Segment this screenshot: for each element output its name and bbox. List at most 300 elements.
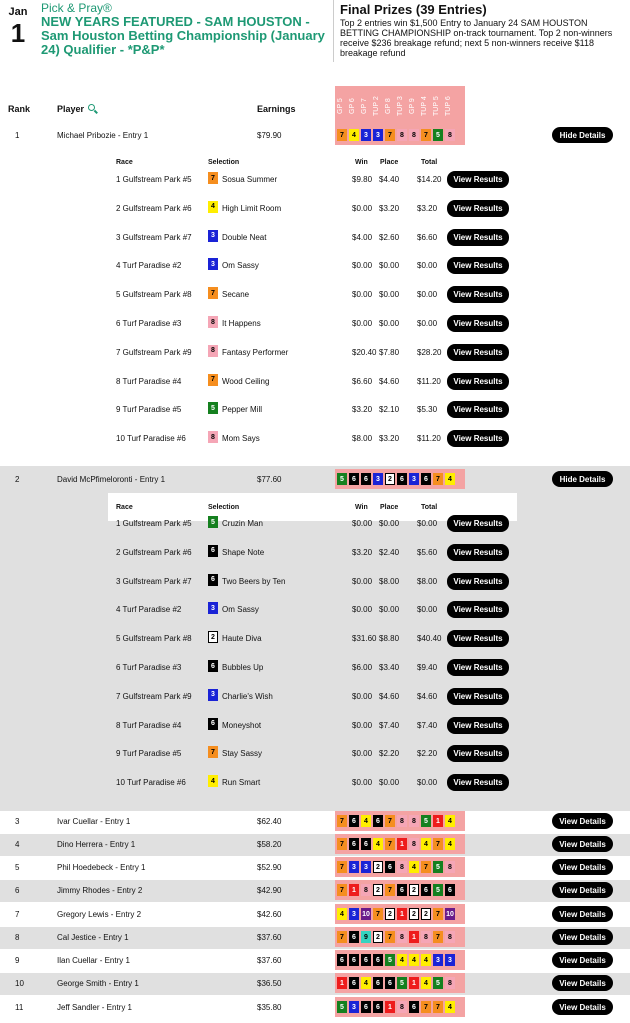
player-row [0,125,630,145]
program-number-chip: 3 [349,861,359,873]
place-payout: $3.20 [379,434,400,444]
program-number-chip: 8 [409,815,419,827]
picks-strip [335,997,465,1017]
place-payout: $0.00 [379,605,400,615]
view-results-button[interactable]: View Results [447,200,509,217]
program-number-chip: 9 [361,931,371,943]
race-detail-row [108,310,517,338]
program-number-chip: 6 [421,473,431,485]
player-row [0,469,630,489]
race-detail-row [108,339,517,367]
program-number-chip: 5 [385,954,395,966]
picks-strip [335,880,465,900]
program-number-chip: 4 [409,861,419,873]
view-results-button[interactable]: View Results [447,717,509,734]
place-payout: $0.00 [379,319,400,328]
prizes-text: Top 2 entries win $1,500 Entry to January 24 SAM HOUSTON BETTING CHAMPIONSHIP on-track tournament. Top 2 non-winners receive $236 breakage refund; next 5 non-winners receive $118 breakage refund [340,18,613,58]
view-details-button[interactable]: View Details [552,882,613,898]
race-name: 10 Turf Paradise #6 [116,778,186,788]
player-earnings: $42.90 [257,886,282,895]
search-icon[interactable] [88,104,95,111]
player-rank: 6 [15,886,20,895]
program-number-chip: 6 [409,1001,419,1013]
contest-title [41,1,326,57]
detail-header-race: Race [116,504,133,511]
program-number-chip: 8 [397,931,407,943]
total-payout: $5.30 [417,405,438,415]
total-payout: $6.60 [417,232,438,242]
race-name: 8 Turf Paradise #4 [116,720,182,730]
program-number-chip: 6 [373,815,383,827]
race-column-label: GP 8 [385,98,392,114]
program-number-chip: 5 [433,861,443,873]
picks-strip [335,811,465,831]
race-column-label: TUP 2 [373,96,380,116]
view-results-button[interactable]: View Results [447,515,509,532]
program-number-chip: 7 [337,931,347,943]
race-name: 4 Turf Paradise #2 [116,605,182,615]
total-payout: $0.00 [417,290,438,300]
place-payout: $7.40 [379,720,400,730]
date-day: 1 [10,18,26,48]
race-name: 1 Gulfstream Park #5 [116,519,192,528]
program-number-chip: 3 [373,473,383,485]
race-detail-row [108,166,517,194]
win-payout: $31.60 [352,634,377,644]
program-number-chip: 7 [337,861,347,873]
horse-name: Bubbles Up [222,663,264,672]
player-earnings: $35.80 [257,1003,282,1012]
program-number-chip: 7 [433,931,443,943]
program-number-chip: 4 [373,838,383,850]
race-name: 8 Turf Paradise #4 [116,376,182,386]
player-name: Gregory Lewis - Entry 2 [57,910,142,919]
program-number-chip: 6 [397,884,407,896]
program-number-chip: 4 [208,201,218,213]
race-name: 7 Gulfstream Park #9 [116,347,192,357]
program-number-chip: 8 [208,345,218,357]
race-column-label: TUP 6 [445,96,452,116]
program-number-chip: 1 [397,908,407,920]
program-number-chip: 7 [337,815,347,827]
place-payout: $4.60 [379,691,400,701]
program-number-chip: 4 [421,977,431,989]
player-rank: 2 [15,475,20,484]
view-results-button[interactable]: View Results [447,601,509,618]
program-number-chip: 1 [397,838,407,850]
program-number-chip: 2 [409,908,419,920]
hide-details-button[interactable]: Hide Details [552,471,613,487]
race-detail-row [108,712,517,740]
player-earnings: $42.60 [257,910,282,919]
program-number-chip: 3 [208,258,218,270]
program-number-chip: 4 [208,775,218,787]
horse-name: High Limit Room [222,203,282,213]
program-number-chip: 7 [208,287,218,299]
total-payout: $5.60 [417,547,438,557]
win-payout: $6.60 [352,376,373,386]
view-results-button[interactable]: View Results [447,745,509,762]
win-payout: $0.00 [352,605,373,615]
race-detail-row [108,281,517,309]
total-payout: $11.20 [417,434,441,444]
place-payout: $0.00 [379,290,400,300]
program-number-chip: 2 [421,908,431,920]
player-name: Jeff Sandler - Entry 1 [57,1003,132,1012]
program-number-chip: 6 [445,884,455,896]
total-payout: $8.00 [417,576,438,586]
program-number-chip: 6 [373,977,383,989]
view-results-button[interactable]: View Results [447,659,509,676]
win-payout: $8.00 [352,434,373,444]
horse-name: Shape Note [222,547,265,557]
race-detail-row [108,396,517,424]
program-number-chip: 6 [349,473,359,485]
total-payout: $0.00 [417,605,438,615]
program-number-chip: 3 [433,954,443,966]
total-payout: $0.00 [417,778,438,788]
race-detail-row [108,510,517,538]
picks-strip [335,950,465,970]
horse-name: Run Smart [222,778,261,788]
place-payout: $8.80 [379,634,400,644]
player-row [0,811,630,833]
total-payout: $40.40 [417,634,442,644]
program-number-chip: 7 [385,815,395,827]
picks-strip [335,904,465,924]
horse-name: It Happens [222,319,261,328]
program-number-chip: 7 [337,838,347,850]
picks-strip [335,927,465,947]
detail-header-total: Total [421,504,438,511]
player-rank: 7 [15,910,20,919]
view-details-button[interactable]: View Details [552,813,613,829]
race-name: 5 Gulfstream Park #8 [116,290,192,300]
horse-name: Fantasy Performer [222,347,289,357]
header-divider [333,0,334,62]
player-earnings: $52.90 [257,863,282,872]
detail-header-place: Place [380,159,399,166]
player-rank: 10 [15,979,24,988]
player-row [0,950,630,972]
program-number-chip: 8 [445,931,455,943]
place-payout: $7.80 [379,347,400,357]
place-payout: $0.00 [379,261,400,271]
program-number-chip: 6 [373,1001,383,1013]
program-number-chip: 5 [433,884,443,896]
horse-name: Mom Says [222,434,260,444]
program-number-chip: 3 [373,129,383,141]
program-number-chip: 1 [337,977,347,989]
place-payout: $8.00 [379,576,400,586]
win-payout: $0.00 [352,319,373,328]
player-name: Ilan Cuellar - Entry 1 [57,956,130,965]
program-number-chip: 7 [385,931,395,943]
player-row [0,927,630,949]
earnings-header: Earnings [257,104,296,114]
program-number-chip: 1 [349,884,359,896]
program-number-chip: 3 [208,602,218,614]
program-number-chip: 8 [208,431,218,443]
place-payout: $2.60 [379,232,400,242]
player-earnings: $77.60 [257,475,282,484]
program-number-chip: 8 [445,861,455,873]
program-number-chip: 4 [445,1001,455,1013]
program-number-chip: 8 [397,861,407,873]
program-number-chip: 3 [445,954,455,966]
program-number-chip: 4 [421,838,431,850]
player-row [0,904,630,926]
view-results-button[interactable]: View Results [447,544,509,561]
view-details-button[interactable]: View Details [552,952,613,968]
total-payout: $0.00 [417,261,438,271]
horse-name: Charlie's Wish [222,691,273,701]
program-number-chip: 4 [421,954,431,966]
horse-name: Stay Sassy [222,749,263,759]
program-number-chip: 7 [385,884,395,896]
player-earnings: $37.60 [257,933,282,942]
total-payout: $9.40 [417,663,438,672]
race-detail-row [108,195,517,223]
program-number-chip: 5 [208,402,218,414]
program-number-chip: 4 [349,129,359,141]
horse-name: Om Sassy [222,261,259,271]
player-name: Jimmy Rhodes - Entry 2 [57,886,143,895]
player-earnings: $36.50 [257,979,282,988]
view-details-button[interactable]: View Details [552,929,613,945]
horse-name: Two Beers by Ten [222,576,286,586]
horse-name: Cruzin Man [222,519,263,528]
race-column-label: TUP 5 [433,96,440,116]
picks-strip [335,469,465,489]
program-number-chip: 8 [361,884,371,896]
horse-name: Secane [222,290,250,300]
player-header-label: Player [57,104,85,114]
program-number-chip: 5 [433,129,443,141]
program-number-chip: 6 [208,545,218,557]
program-number-chip: 4 [361,977,371,989]
total-payout: $28.20 [417,347,442,357]
race-name: 2 Gulfstream Park #6 [116,547,192,557]
program-number-chip: 4 [445,815,455,827]
player-earnings: $79.90 [257,131,282,140]
picks-strip [335,857,465,877]
player-name: Michael Pribozie - Entry 1 [57,131,149,140]
program-number-chip: 7 [373,908,383,920]
player-name: David McPfimeloronti - Entry 1 [57,475,166,484]
race-name: 4 Turf Paradise #2 [116,261,182,271]
race-detail-row [108,368,517,396]
player-row [0,880,630,902]
total-payout: $7.40 [417,720,438,730]
program-number-chip: 7 [421,129,431,141]
player-name: Ivar Cuellar - Entry 1 [57,817,131,826]
view-details-button[interactable]: View Details [552,859,613,875]
win-payout: $3.20 [352,405,373,415]
total-payout: $0.00 [417,519,438,528]
win-payout: $3.20 [352,547,373,557]
race-column-label: GP 5 [337,98,344,114]
program-number-chip: 5 [337,473,347,485]
view-results-button[interactable]: View Results [447,573,509,590]
race-detail-row [108,654,517,682]
program-number-chip: 6 [373,954,383,966]
program-number-chip: 7 [337,884,347,896]
player-rank: 3 [15,817,20,826]
horse-name: Sosua Summer [222,175,278,184]
view-results-button[interactable]: View Results [447,257,509,274]
program-number-chip: 7 [337,129,347,141]
program-number-chip: 6 [349,954,359,966]
view-details-button[interactable]: View Details [552,975,613,991]
view-results-button[interactable]: View Results [447,171,509,188]
place-payout: $2.20 [379,749,400,759]
program-number-chip: 7 [385,129,395,141]
program-number-chip: 8 [409,838,419,850]
player-name: Phil Hoedebeck - Entry 1 [57,863,146,872]
program-number-chip: 1 [409,931,419,943]
view-details-button[interactable]: View Details [552,836,613,852]
program-number-chip: 4 [361,815,371,827]
win-payout: $0.00 [352,290,373,300]
program-number-chip: 6 [349,838,359,850]
total-payout: $14.20 [417,175,442,184]
detail-header-selection: Selection [208,504,240,511]
race-column-label: TUP 4 [421,96,428,116]
program-number-chip: 8 [409,129,419,141]
race-detail-row [108,252,517,280]
program-number-chip: 6 [349,815,359,827]
view-results-button[interactable]: View Results [447,373,509,390]
program-number-chip: 8 [397,1001,407,1013]
program-number-chip: 2 [373,931,383,943]
player-name: George Smith - Entry 1 [57,979,139,988]
race-name: 6 Turf Paradise #3 [116,663,182,672]
race-column-label: GP 6 [349,98,356,114]
total-payout: $3.20 [417,203,438,213]
program-number-chip: 5 [421,815,431,827]
program-number-chip: 6 [385,977,395,989]
prizes-panel [340,2,625,58]
program-number-chip: 2 [385,473,395,485]
program-number-chip: 6 [208,660,218,672]
horse-name: Double Neat [222,232,267,242]
place-payout: $2.40 [379,547,400,557]
program-number-chip: 7 [421,861,431,873]
view-results-button[interactable]: View Results [447,229,509,246]
race-detail-row [108,740,517,768]
player-row [0,997,630,1019]
race-column-label: GP 7 [361,98,368,114]
horse-name: Moneyshot [222,720,262,730]
header [0,0,630,90]
program-number-chip: 2 [373,861,383,873]
program-number-chip: 7 [433,908,443,920]
view-results-button[interactable]: View Results [447,315,509,332]
player-rank: 5 [15,863,20,872]
program-number-chip: 6 [421,884,431,896]
win-payout: $0.00 [352,203,373,213]
race-name: 7 Gulfstream Park #9 [116,691,192,701]
view-details-button[interactable]: View Details [552,906,613,922]
program-number-chip: 3 [349,1001,359,1013]
view-results-button[interactable]: View Results [447,286,509,303]
program-number-chip: 4 [337,908,347,920]
place-payout: $4.60 [379,376,400,386]
view-results-button[interactable]: View Results [447,630,509,647]
program-number-chip: 4 [445,473,455,485]
view-results-button[interactable]: View Results [447,430,509,447]
race-detail-row [108,425,517,453]
program-number-chip: 7 [433,838,443,850]
program-number-chip: 4 [409,954,419,966]
program-number-chip: 5 [397,977,407,989]
race-name: 2 Gulfstream Park #6 [116,203,192,213]
view-results-button[interactable]: View Results [447,344,509,361]
program-number-chip: 6 [349,931,359,943]
picks-strip [335,125,465,145]
contest-subtitle: Pick & Pray® [41,1,112,15]
program-number-chip: 3 [361,129,371,141]
race-detail-row [108,568,517,596]
player-rank: 1 [15,131,20,140]
race-name: 9 Turf Paradise #5 [116,749,182,759]
program-number-chip: 6 [385,861,395,873]
place-payout: $3.40 [379,663,400,672]
race-name: 3 Gulfstream Park #7 [116,576,192,586]
program-number-chip: 8 [208,316,218,328]
race-name: 9 Turf Paradise #5 [116,405,182,415]
detail-header-total: Total [421,159,438,166]
total-payout: $11.20 [417,376,441,386]
program-number-chip: 1 [385,1001,395,1013]
race-name: 5 Gulfstream Park #8 [116,634,192,644]
program-number-chip: 5 [337,1001,347,1013]
program-number-chip: 5 [208,516,218,528]
horse-name: Om Sassy [222,605,259,615]
program-number-chip: 8 [445,129,455,141]
view-results-button[interactable]: View Results [447,774,509,791]
hide-details-button[interactable]: Hide Details [552,127,613,143]
program-number-chip: 1 [433,815,443,827]
view-results-button[interactable]: View Results [447,401,509,418]
player-header[interactable] [57,104,95,114]
program-number-chip: 6 [361,473,371,485]
program-number-chip: 1 [409,977,419,989]
total-payout: $0.00 [417,319,438,328]
win-payout: $4.00 [352,232,373,242]
player-name: Dino Herrera - Entry 1 [57,840,136,849]
program-number-chip: 7 [208,172,218,184]
horse-name: Wood Ceiling [222,376,270,386]
player-row [0,973,630,995]
win-payout: $0.00 [352,691,373,701]
view-details-button[interactable]: View Details [552,999,613,1015]
rank-header: Rank [8,104,31,114]
program-number-chip: 7 [421,1001,431,1013]
program-number-chip: 2 [385,908,395,920]
race-detail-row [108,683,517,711]
win-payout: $9.80 [352,175,373,184]
player-earnings: $58.20 [257,840,282,849]
program-number-chip: 7 [385,838,395,850]
race-detail-row [108,625,517,653]
program-number-chip: 6 [337,954,347,966]
player-name: Cal Jestice - Entry 1 [57,933,129,942]
win-payout: $6.00 [352,663,373,672]
program-number-chip: 7 [433,1001,443,1013]
view-results-button[interactable]: View Results [447,688,509,705]
